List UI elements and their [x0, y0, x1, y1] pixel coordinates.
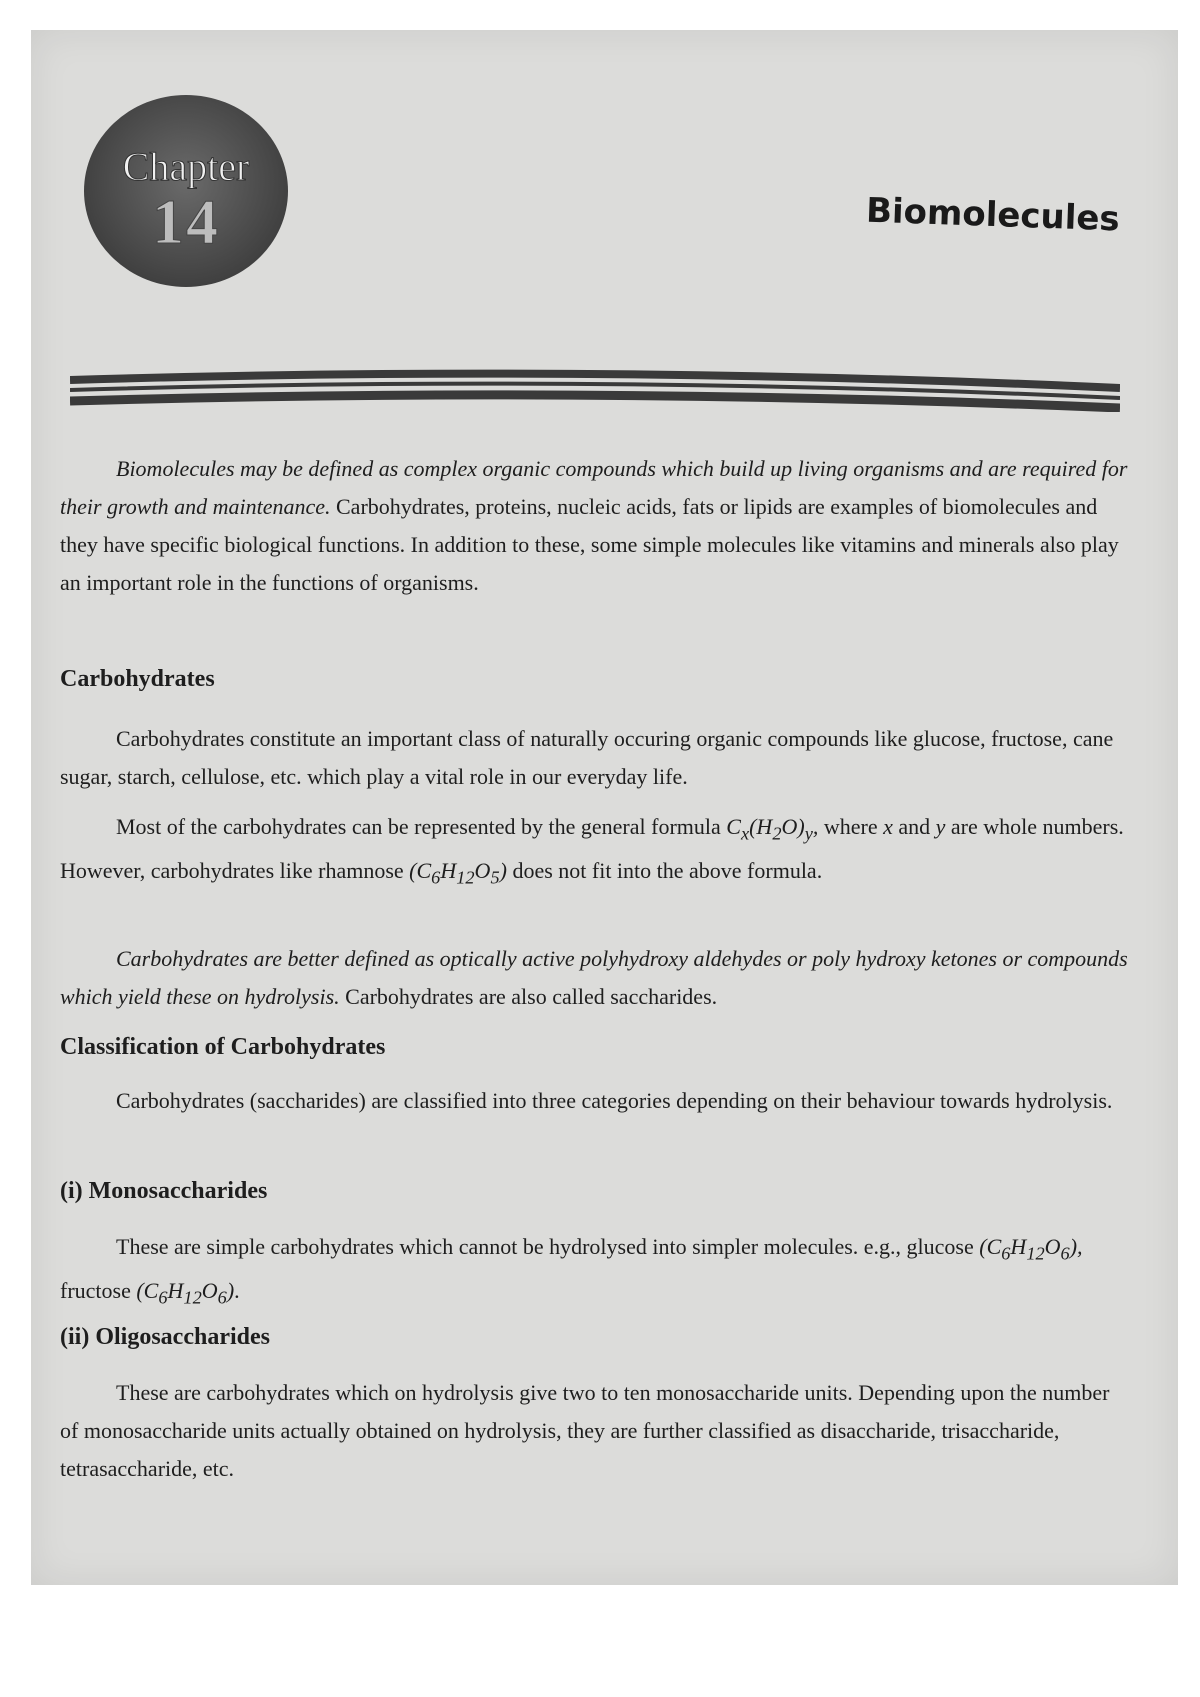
mono-text: These are simple carbohydrates which cannot be hydrolysed into simpler molecules. e.g., glucose: [116, 1234, 980, 1259]
p2-part-d: does not fit into the above formula.: [506, 858, 823, 884]
classification-intro: Carbohydrates (saccharides) are classified into three categories depending on their behaviour towards hydrolysis.: [116, 1088, 1113, 1113]
var-x: x: [883, 814, 893, 839]
header-rule: [70, 368, 1120, 412]
intro-paragraph: [60, 450, 1130, 602]
fructose-formula: $(C_6H_{12}O_6)$: [136, 1278, 235, 1308]
carbohydrates-p3: [60, 940, 1130, 1016]
p3-definition: Carbohydrates are better defined as optically active polyhydroxy aldehydes or poly hydroxy ketones or compounds which yield these on hydrolysis.: [60, 946, 1128, 1009]
heading-oligosaccharides: (ii) Oligosaccharides: [60, 1324, 270, 1350]
heading-monosaccharides: (i) Monosaccharides: [60, 1178, 268, 1204]
chapter-label: Chapter: [122, 144, 250, 189]
oligosaccharides-text: These are carbohydrates which on hydrolysis give two to ten monosaccharide units. Depending upon the number of monosaccharide units actually obtained on hydrolysis, they are further classified as disaccharide, trisaccharide, tetrasaccharide, etc.: [60, 1380, 1110, 1481]
p2-and: and: [892, 814, 936, 839]
p2-part-b: where: [818, 814, 884, 839]
intro-rest: Carbohydrates, proteins, nucleic acids, fats or lipids are examples of biomolecules and they have specific biological functions. In addition to these, some simple molecules like vitamins and minerals also play an important role in the functions of organisms.: [60, 494, 1119, 595]
general-formula: $C_x(H_2O)_y$,: [726, 814, 819, 844]
carbohydrates-p2: [60, 808, 1130, 897]
mono-end: .: [234, 1278, 240, 1304]
p2-part-a: Most of the carbohydrates can be represented by the general formula: [116, 814, 727, 839]
rhamnose-formula: $(C_6H_{12}O_5)$: [409, 858, 507, 888]
heading-classification: Classification of Carbohydrates: [60, 1034, 386, 1060]
glucose-formula: $(C_6H_{12}O_6)$,: [979, 1234, 1083, 1264]
p3-rest: Carbohydrates are also called saccharides.: [339, 984, 718, 1009]
chapter-badge: [84, 95, 288, 287]
chapter-title: Biomolecules: [865, 190, 1121, 240]
p2-part-c: are whole numbers. However, carbohydrates like rhamnose: [60, 814, 1124, 884]
carbohydrates-p1: Carbohydrates constitute an important class of naturally occuring organic compounds like glucose, fructose, cane sugar, starch, cellulose, etc. which play a vital role in our everyday life.: [60, 726, 1114, 789]
heading-carbohydrates: Carbohydrates: [60, 666, 215, 692]
monosaccharides-text: [60, 1228, 1130, 1317]
mono-fructose: fructose: [60, 1278, 137, 1304]
var-y: y: [935, 814, 946, 839]
intro-definition: Biomolecules may be defined as complex organic compounds which build up living organisms and are required for their growth and maintenance.: [60, 456, 1128, 519]
chapter-number: 14: [152, 186, 220, 257]
